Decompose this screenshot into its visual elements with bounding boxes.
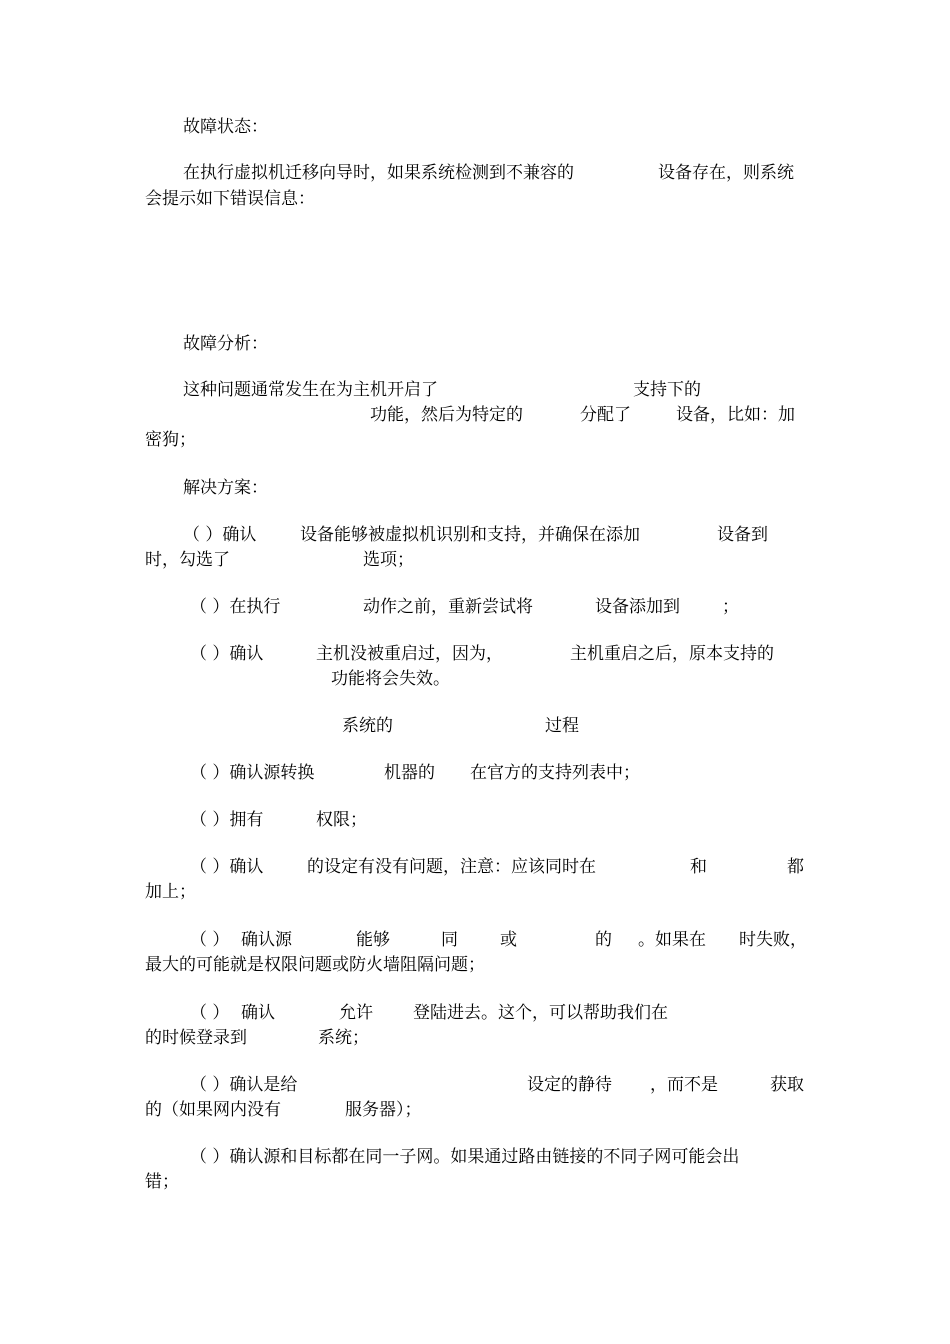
text-line: 会提示如下错误信息： <box>145 189 315 209</box>
list-item: （ ）确认是给 <box>190 1075 298 1095</box>
text-line: 确认源 <box>241 930 292 950</box>
text-line: 或 <box>500 930 517 950</box>
text-line: 的（如果网内没有 <box>145 1100 281 1120</box>
list-item: （ ）拥有 <box>190 810 264 830</box>
text-line: 最大的可能就是权限问题或防火墙阻隔问题； <box>145 955 485 975</box>
text-line: 。如果在 <box>638 930 706 950</box>
list-item: （ ）确认 <box>183 525 257 545</box>
text-line: ，而不是 <box>650 1075 718 1095</box>
list-item: （ ）确认源和目标都在同一子网。如果通过路由链接的不同子网可能会出 <box>190 1147 740 1167</box>
list-item: （ ）在执行 <box>190 597 281 617</box>
text-line: 设定的静待 <box>527 1075 612 1095</box>
text-line: 支持下的 <box>633 380 701 400</box>
text-line: 在官方的支持列表中； <box>470 763 640 783</box>
text-line: 设备，比如：加 <box>676 405 795 425</box>
text-line: 加上； <box>145 882 196 902</box>
list-item: （ ） <box>190 930 230 950</box>
text-line: 系统； <box>318 1028 369 1048</box>
text-line: 的 <box>595 930 612 950</box>
list-item: （ ）确认源转换 <box>190 763 315 783</box>
text-line: 设备能够被虚拟机识别和支持，并确保在添加 <box>300 525 640 545</box>
text-line: 选项； <box>363 550 414 570</box>
text-line: 主机没被重启过，因为， <box>316 644 503 664</box>
text-line: 动作之前，重新尝试将 <box>363 597 533 617</box>
text-line: 权限； <box>316 810 367 830</box>
text-line: 设备到 <box>717 525 768 545</box>
heading-fault-status: 故障状态： <box>183 117 268 137</box>
heading-fault-analysis: 故障分析： <box>183 334 268 354</box>
heading-solution: 解决方案： <box>183 478 268 498</box>
text-line: 和 <box>690 857 707 877</box>
text-line: 功能将会失效。 <box>331 669 450 689</box>
text-line: 的时候登录到 <box>145 1028 247 1048</box>
list-item: （ ）确认 <box>190 857 264 877</box>
text-line: 错； <box>145 1172 179 1192</box>
section-heading: 过程 <box>545 716 579 736</box>
text-line: 服务器）； <box>345 1100 422 1120</box>
text-line: 设备存在，则系统 <box>658 163 794 183</box>
text-line: ； <box>722 597 739 617</box>
text-line: 机器的 <box>384 763 435 783</box>
section-heading: 系统的 <box>342 716 393 736</box>
text-line: 时，勾选了 <box>145 550 230 570</box>
text-line: 的设定有没有问题，注意：应该同时在 <box>307 857 596 877</box>
text-line: 获取 <box>770 1075 804 1095</box>
text-line: 时失败， <box>739 930 807 950</box>
text-line: 允许 <box>339 1003 373 1023</box>
text-line: 在执行虚拟机迁移向导时，如果系统检测到不兼容的 <box>183 163 574 183</box>
text-line: 登陆进去。这个，可以帮助我们在 <box>413 1003 668 1023</box>
list-item: （ ）确认 <box>190 644 264 664</box>
text-line: 分配了 <box>580 405 631 425</box>
text-line: 主机重启之后，原本支持的 <box>570 644 774 664</box>
text-line: 功能，然后为特定的 <box>370 405 523 425</box>
text-line: 这种问题通常发生在为主机开启了 <box>183 380 438 400</box>
text-line: 确认 <box>241 1003 275 1023</box>
text-line: 密狗； <box>145 430 196 450</box>
text-line: 同 <box>441 930 458 950</box>
text-line: 设备添加到 <box>595 597 680 617</box>
text-line: 都 <box>787 857 804 877</box>
text-line: 能够 <box>356 930 390 950</box>
list-item: （ ） <box>190 1003 230 1023</box>
